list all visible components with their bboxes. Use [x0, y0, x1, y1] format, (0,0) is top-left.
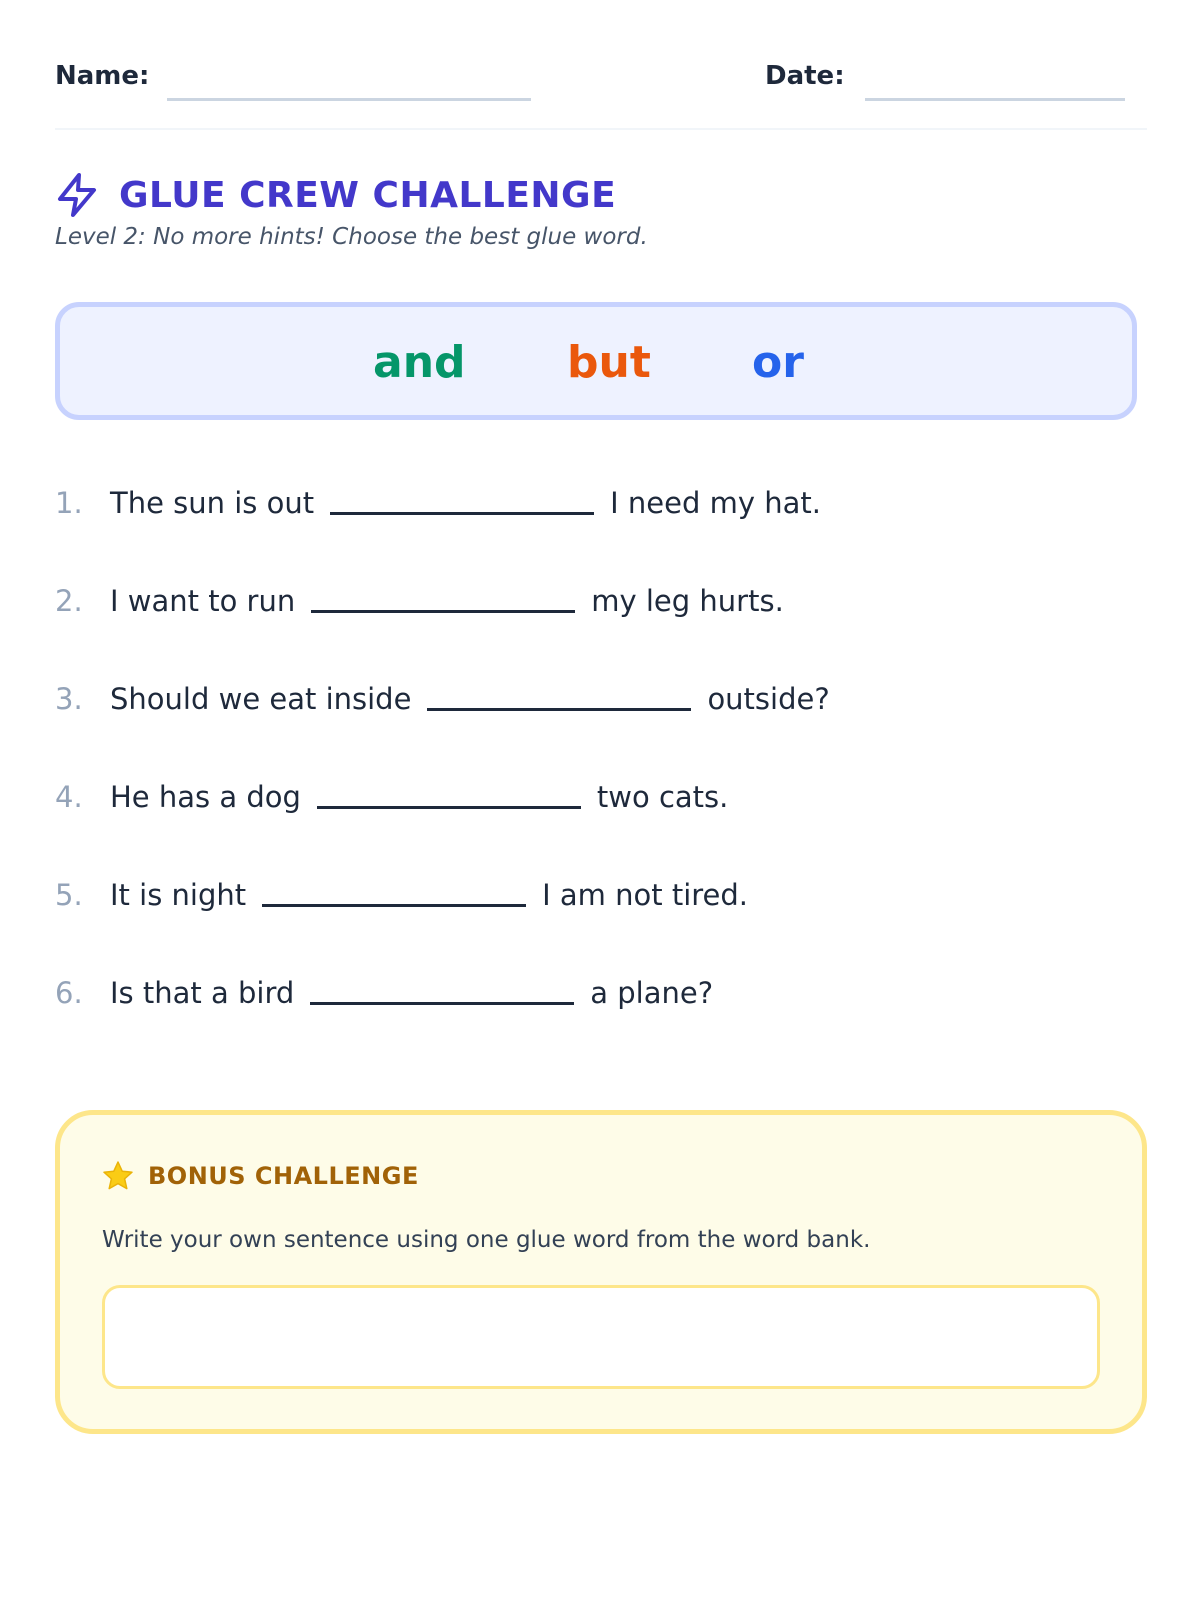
question-text-after: my leg hurts. — [591, 584, 784, 618]
word-bank-word: and — [373, 337, 466, 388]
answer-blank[interactable] — [317, 806, 581, 809]
word-bank-word: but — [567, 337, 651, 388]
name-label: Name: — [55, 61, 150, 91]
question-text-after: I need my hat. — [610, 486, 821, 520]
page-title: GLUE CREW CHALLENGE — [119, 174, 617, 216]
question-text-before: Should we eat inside — [110, 682, 412, 716]
question-number: 2. — [55, 584, 83, 618]
question-number: 5. — [55, 878, 83, 912]
question-text-after: outside? — [707, 682, 830, 716]
answer-blank[interactable] — [311, 610, 575, 613]
question-text-after: a plane? — [590, 976, 714, 1010]
question-text-after: two cats. — [596, 780, 729, 814]
bonus-header — [102, 1160, 419, 1192]
bonus-title: BONUS CHALLENGE — [148, 1162, 419, 1190]
question-text-before: He has a dog — [110, 780, 301, 814]
question-number: 6. — [55, 976, 83, 1010]
question-number: 3. — [55, 682, 83, 716]
header-divider — [55, 128, 1147, 130]
header-row — [55, 58, 1147, 103]
date-field[interactable] — [865, 98, 1125, 101]
question-text-before: I want to run — [110, 584, 296, 618]
question-text-before: Is that a bird — [110, 976, 295, 1010]
answer-blank[interactable] — [310, 1002, 574, 1005]
title-row — [55, 170, 616, 220]
answer-blank[interactable] — [262, 904, 526, 907]
page-subtitle: Level 2: No more hints! Choose the best glue word. — [55, 224, 648, 250]
bonus-answer-box[interactable] — [102, 1285, 1100, 1389]
answer-blank[interactable] — [427, 708, 691, 711]
word-bank-word: or — [752, 337, 804, 388]
star-icon — [102, 1160, 134, 1192]
bonus-challenge-box — [55, 1110, 1147, 1434]
question-number: 1. — [55, 486, 83, 520]
bonus-instruction: Write your own sentence using one glue word from the word bank. — [102, 1227, 871, 1253]
lightning-icon — [55, 172, 99, 218]
question-text-before: It is night — [110, 878, 247, 912]
answer-blank[interactable] — [330, 512, 594, 515]
question-number: 4. — [55, 780, 83, 814]
name-field[interactable] — [167, 98, 531, 101]
word-bank — [55, 302, 1137, 420]
question-text-after: I am not tired. — [542, 878, 749, 912]
date-label: Date: — [765, 61, 845, 91]
question-text-before: The sun is out — [110, 486, 315, 520]
